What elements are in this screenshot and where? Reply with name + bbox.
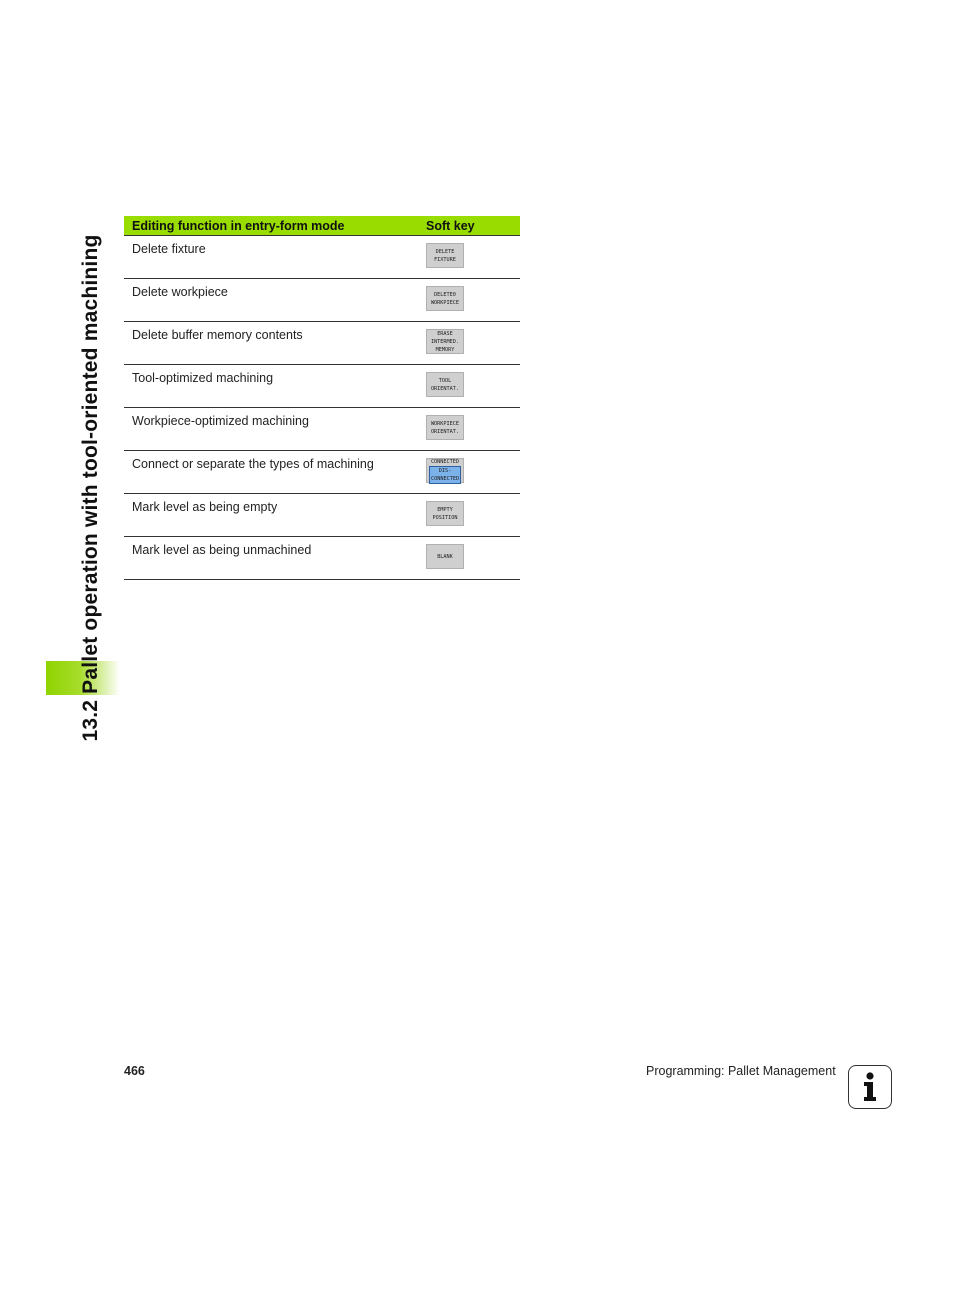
softkey-cell bbox=[418, 494, 520, 537]
table-row bbox=[124, 494, 520, 537]
softkey-cell bbox=[418, 451, 520, 494]
function-label: Mark level as being empty bbox=[124, 494, 418, 537]
function-label: Delete workpiece bbox=[124, 279, 418, 322]
softkey-button[interactable] bbox=[426, 372, 464, 397]
softkey-label-line: INTERMED. bbox=[430, 338, 460, 345]
page-number: 466 bbox=[124, 1064, 145, 1078]
softkey-label-line: ORIENTAT. bbox=[430, 385, 460, 392]
softkey-active-state bbox=[429, 466, 461, 484]
editing-functions-table bbox=[124, 216, 520, 580]
softkey-label-line: WORKPIECE bbox=[430, 299, 460, 306]
table-row bbox=[124, 322, 520, 365]
softkey-button[interactable] bbox=[426, 329, 464, 354]
table-row bbox=[124, 365, 520, 408]
softkey-button[interactable] bbox=[426, 501, 464, 526]
softkey-cell bbox=[418, 408, 520, 451]
softkey-label-line: MEMORY bbox=[435, 346, 455, 353]
softkey-cell bbox=[418, 322, 520, 365]
softkey-cell bbox=[418, 537, 520, 580]
function-label: Delete fixture bbox=[124, 236, 418, 279]
function-label: Delete buffer memory contents bbox=[124, 322, 418, 365]
table-row bbox=[124, 236, 520, 279]
table-row bbox=[124, 537, 520, 580]
softkey-label-line: EMPTY bbox=[437, 506, 453, 513]
softkey-label-line: DELETE bbox=[435, 248, 455, 255]
softkey-label-line: CONNECTED bbox=[430, 458, 460, 465]
softkey-label-line: ORIENTAT. bbox=[430, 428, 460, 435]
softkey-label-line: POSITION bbox=[432, 514, 458, 521]
function-label: Workpiece-optimized machining bbox=[124, 408, 418, 451]
softkey-cell bbox=[418, 279, 520, 322]
softkey-button[interactable] bbox=[426, 458, 464, 483]
softkey-label-line: DIS- bbox=[438, 467, 452, 474]
softkey-button[interactable] bbox=[426, 544, 464, 569]
softkey-label-line: FIXTURE bbox=[434, 256, 456, 263]
softkey-label-line: DELETE0 bbox=[434, 291, 456, 298]
softkey-label-line: WORKPIECE bbox=[430, 420, 460, 427]
softkey-label-line: TOOL bbox=[438, 377, 452, 384]
header-function: Editing function in entry-form mode bbox=[124, 216, 418, 236]
header-softkey: Soft key bbox=[418, 216, 520, 236]
table-row bbox=[124, 451, 520, 494]
softkey-label-line: CONNECTED bbox=[431, 475, 460, 482]
softkey-cell bbox=[418, 365, 520, 408]
chapter-footer: Programming: Pallet Management bbox=[646, 1064, 836, 1078]
softkey-button[interactable] bbox=[426, 286, 464, 311]
info-icon bbox=[848, 1065, 892, 1109]
table-row bbox=[124, 279, 520, 322]
softkey-label-line: BLANK bbox=[437, 553, 453, 560]
table-header-row bbox=[124, 216, 520, 236]
function-label: Tool-optimized machining bbox=[124, 365, 418, 408]
softkey-label-line: ERASE bbox=[437, 330, 453, 337]
softkey-button[interactable] bbox=[426, 243, 464, 268]
softkey-cell bbox=[418, 236, 520, 279]
table-row bbox=[124, 408, 520, 451]
function-label: Connect or separate the types of machining bbox=[124, 451, 418, 494]
softkey-button[interactable] bbox=[426, 415, 464, 440]
function-label: Mark level as being unmachined bbox=[124, 537, 418, 580]
section-title: 13.2 Pallet operation with tool-oriented machining bbox=[79, 234, 102, 742]
